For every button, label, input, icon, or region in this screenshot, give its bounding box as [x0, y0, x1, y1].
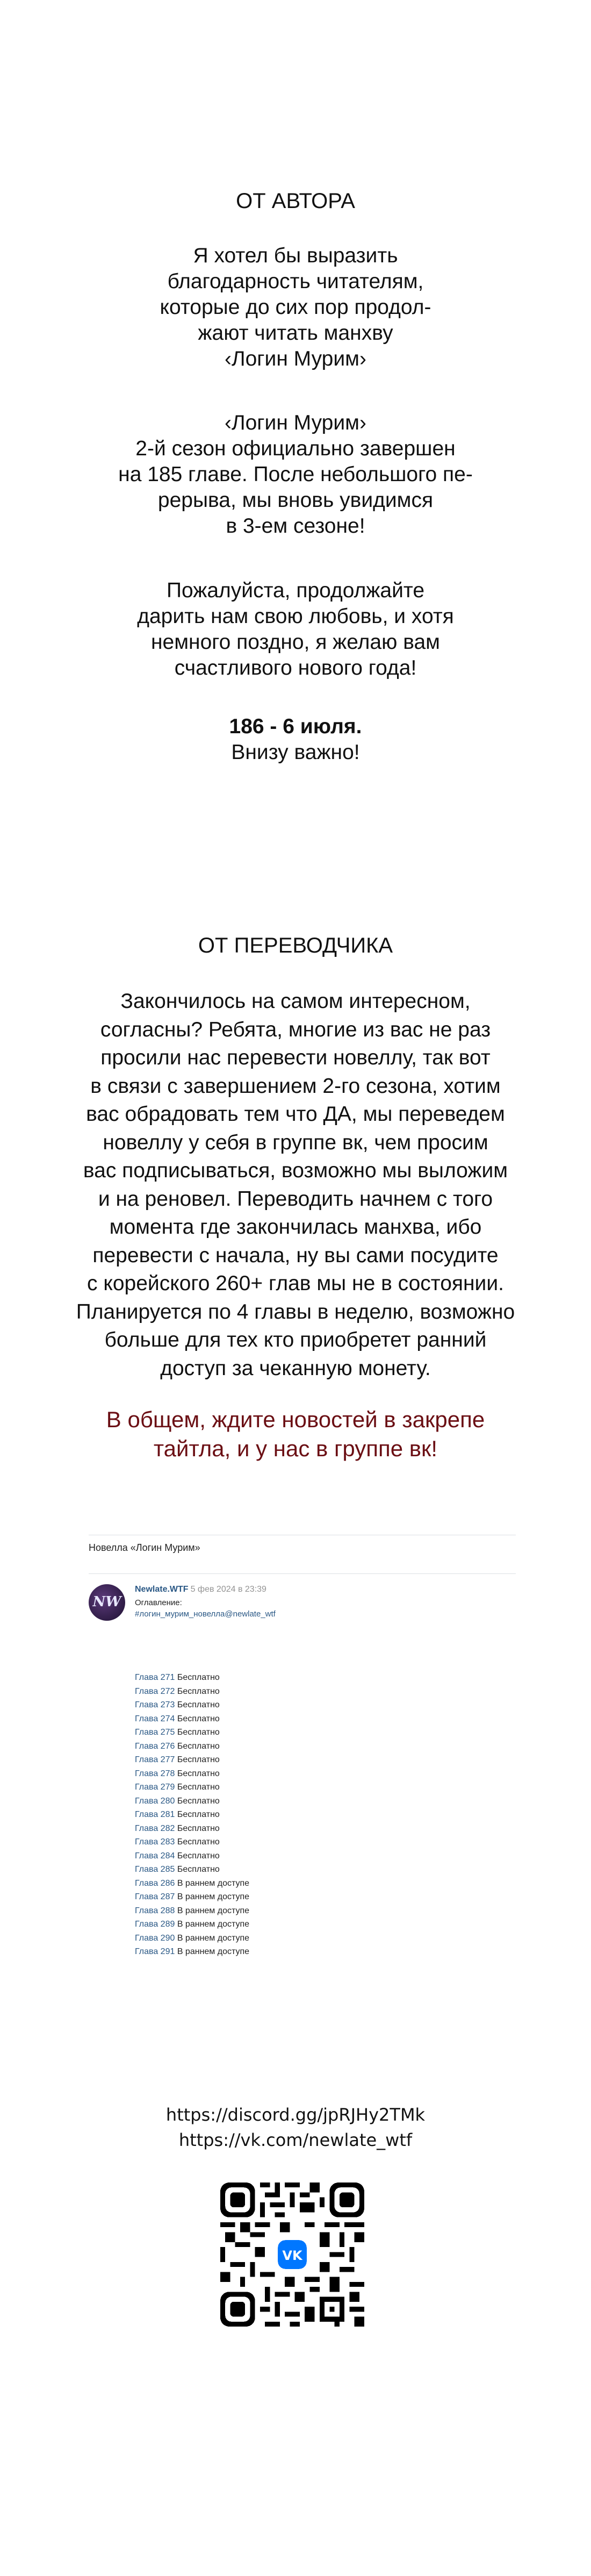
chapter-link[interactable]: Глава 282 [135, 1823, 175, 1833]
vk-link[interactable]: https://vk.com/newlate_wtf [178, 2130, 413, 2150]
author-note-footer [0, 714, 591, 765]
hashtag-link[interactable]: #логин_мурим_новелла@newlate_wtf [135, 1609, 276, 1619]
list-item [135, 1890, 249, 1904]
text-line: новеллу у себя в группе вк, чем просим [103, 1130, 488, 1154]
translator-note-highlight [0, 1405, 591, 1463]
text-line: рерыва, мы вновь увидимся [157, 489, 434, 512]
chapter-status: Бесплатно [177, 1673, 220, 1682]
chapter-status: Бесплатно [177, 1741, 220, 1751]
list-item [135, 1945, 249, 1959]
chapter-list [135, 1671, 249, 1959]
text-line: перевести с начала, ну вы сами посудите [92, 1243, 499, 1267]
list-item [135, 1794, 249, 1808]
list-item [135, 1849, 249, 1863]
chapter-status: Бесплатно [177, 1700, 220, 1709]
text-line: момента где закончилась манхва, ибо [109, 1215, 482, 1239]
author-note-heading: ОТ АВТОРА [236, 189, 355, 213]
text-line: ‹Логин Мурим› [225, 347, 366, 370]
list-item [135, 1740, 249, 1754]
chapter-status: Бесплатно [177, 1755, 220, 1764]
text-line: вас обрадовать тем что ДА, мы переведем [86, 1103, 505, 1126]
chapter-status: В раннем доступе [177, 1920, 250, 1929]
chapter-status: Бесплатно [177, 1810, 220, 1819]
text-line: которые до сих пор продол- [160, 296, 431, 319]
list-item [135, 1808, 249, 1822]
post-group-title[interactable]: Новелла «Логин Мурим» [89, 1542, 200, 1553]
chapter-status: Бесплатно [177, 1851, 220, 1861]
text-line: жают читать манхву [198, 321, 393, 345]
chapter-link[interactable]: Глава 276 [135, 1741, 175, 1751]
chapter-status: Бесплатно [177, 1783, 220, 1792]
chapter-status: В раннем доступе [177, 1906, 250, 1915]
text-line: с корейского 260+ глав мы не в состоянии. [87, 1272, 504, 1295]
chapter-status: В раннем доступе [177, 1933, 250, 1943]
avatar[interactable] [89, 1584, 125, 1621]
chapter-link[interactable]: Глава 279 [135, 1783, 175, 1792]
text-line: немного поздно, я желаю вам [151, 631, 440, 654]
text-line: счастливого нового года! [174, 656, 417, 679]
contents-label: Оглавление: [135, 1598, 182, 1607]
chapter-link[interactable]: Глава 287 [135, 1892, 175, 1901]
chapter-link[interactable]: Глава 283 [135, 1837, 175, 1847]
text-line: на 185 главе. После небольшого пе- [118, 463, 473, 486]
list-item [135, 1712, 249, 1726]
avatar-letters: NW [92, 1594, 121, 1610]
divider [89, 1573, 516, 1574]
text-line: в 3-ем сезоне! [226, 514, 365, 538]
chapter-link[interactable]: Глава 290 [135, 1933, 175, 1943]
important-line: Внизу важно! [231, 741, 360, 764]
text-line: Планируется по 4 главы в неделю, возможно [76, 1300, 515, 1323]
chapter-status: Бесплатно [177, 1728, 220, 1737]
post-author-line [135, 1585, 266, 1594]
author-note-paragraph-3 [0, 578, 591, 681]
chapter-link[interactable]: Глава 291 [135, 1947, 175, 1956]
vk-post [89, 1535, 516, 2008]
text-line: дарить нам свою любовь, и хотя [137, 605, 454, 628]
qr-code [220, 2183, 364, 2327]
chapter-status: Бесплатно [177, 1837, 220, 1847]
chapter-link[interactable]: Глава 275 [135, 1728, 175, 1737]
author-note-paragraph-1 [0, 243, 591, 372]
text-line: Закончилось на самом интересном, [120, 990, 471, 1013]
chapter-link[interactable]: Глава 285 [135, 1865, 175, 1874]
translator-note-paragraph [0, 988, 591, 1383]
chapter-status: Бесплатно [177, 1686, 220, 1696]
post-date[interactable]: 5 фев 2024 в 23:39 [190, 1585, 266, 1594]
text-line: В общем, ждите новостей в закрепе [106, 1407, 485, 1432]
list-item [135, 1698, 249, 1712]
release-date-line: 186 - 6 июля. [229, 715, 362, 738]
chapter-status: Бесплатно [177, 1865, 220, 1874]
chapter-link[interactable]: Глава 288 [135, 1906, 175, 1915]
list-item [135, 1780, 249, 1794]
text-line: согласны? Ребята, многие из вас не раз [100, 1018, 491, 1041]
chapter-status: Бесплатно [177, 1769, 220, 1778]
chapter-link[interactable]: Глава 289 [135, 1920, 175, 1929]
list-item [135, 1904, 249, 1918]
text-line: в связи с завершением 2-го сезона, хотим [90, 1074, 501, 1098]
text-line: 2-й сезон официально завершен [135, 437, 456, 460]
text-line: просили нас перевести новеллу, так вот [100, 1046, 491, 1069]
list-item [135, 1685, 249, 1699]
chapter-link[interactable]: Глава 271 [135, 1673, 175, 1682]
text-line: вас подписываться, возможно мы выложим [83, 1159, 508, 1182]
text-line: и на реновел. Переводить начнем с того [98, 1187, 493, 1211]
list-item [135, 1863, 249, 1877]
translator-note-heading: ОТ ПЕРЕВОДЧИКА [198, 934, 393, 957]
chapter-link[interactable]: Глава 281 [135, 1810, 175, 1819]
text-line: Пожалуйста, продолжайте [166, 579, 425, 602]
chapter-link[interactable]: Глава 274 [135, 1714, 175, 1723]
list-item [135, 1877, 249, 1891]
list-item [135, 1931, 249, 1945]
chapter-status: В раннем доступе [177, 1878, 250, 1888]
chapter-status: В раннем доступе [177, 1892, 250, 1901]
chapter-link[interactable]: Глава 272 [135, 1686, 175, 1696]
text-line: доступ за чеканную монету. [160, 1356, 431, 1380]
text-line: больше для тех кто приобретет ранний [104, 1328, 487, 1351]
text-line: тайтла, и у нас в группе вк! [153, 1436, 438, 1461]
author-note-paragraph-2 [0, 410, 591, 539]
discord-link[interactable]: https://discord.gg/jpRJHy2TMk [165, 2105, 426, 2125]
list-item [135, 1753, 249, 1767]
chapter-status: Бесплатно [177, 1796, 220, 1806]
list-item [135, 1767, 249, 1781]
list-item [135, 1822, 249, 1836]
list-item [135, 1835, 249, 1849]
list-item [135, 1917, 249, 1931]
chapter-status: В раннем доступе [177, 1947, 250, 1956]
chapter-link[interactable]: Глава 273 [135, 1700, 175, 1709]
list-item [135, 1726, 249, 1740]
chapter-link[interactable]: Глава 280 [135, 1796, 175, 1806]
text-line: ‹Логин Мурим› [225, 411, 366, 434]
list-item [135, 1671, 249, 1685]
chapter-status: Бесплатно [177, 1823, 220, 1833]
text-line: Я хотел бы выразить [193, 244, 398, 267]
chapter-link[interactable]: Глава 286 [135, 1878, 175, 1888]
chapter-link[interactable]: Глава 277 [135, 1755, 175, 1764]
chapter-link[interactable]: Глава 278 [135, 1769, 175, 1778]
text-line: благодарность читателям, [167, 270, 424, 293]
vk-logo-text: VK [282, 2248, 302, 2264]
chapter-link[interactable]: Глава 284 [135, 1851, 175, 1861]
chapter-status: Бесплатно [177, 1714, 220, 1723]
post-author-link[interactable]: Newlate.WTF [135, 1585, 189, 1594]
